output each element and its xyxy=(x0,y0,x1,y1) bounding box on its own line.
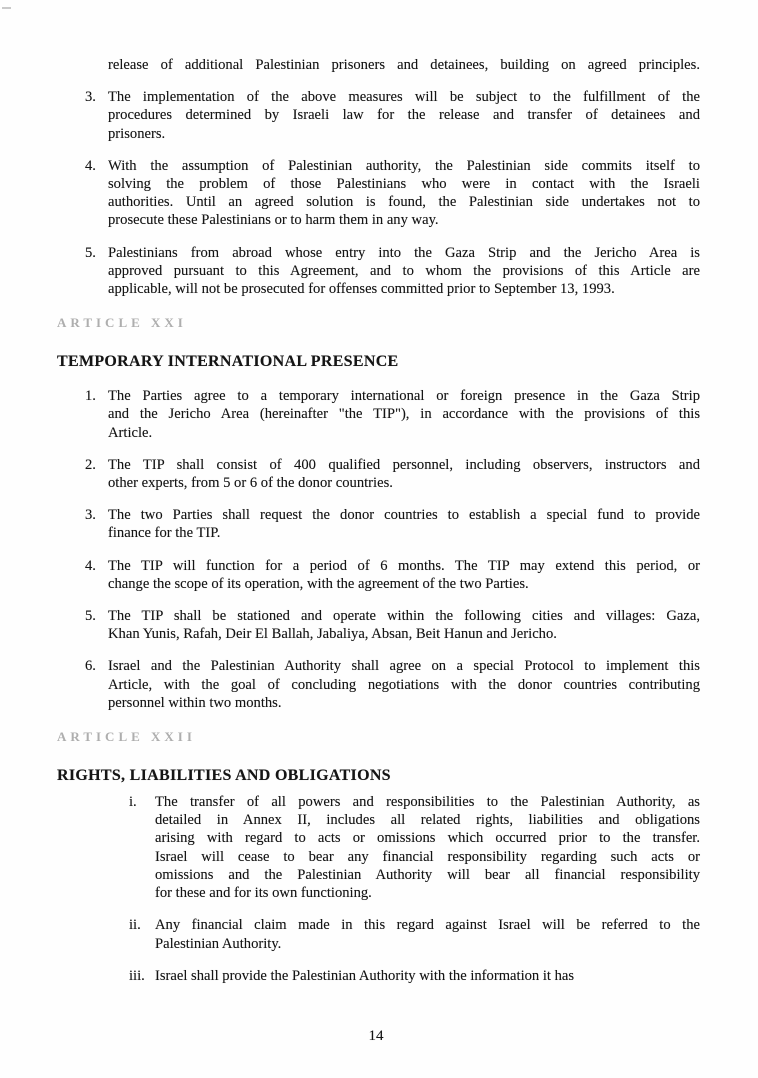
list-item-5 xyxy=(57,244,700,299)
text-lines xyxy=(108,56,700,74)
list-marker: 3. xyxy=(85,89,96,106)
text-line: personnel within two months. xyxy=(108,694,282,711)
text-line: The transfer of all powers and responsibilities to the Palestinian Authority, as xyxy=(155,794,700,811)
text-line: Article. xyxy=(108,424,153,441)
list-item-4 xyxy=(57,157,700,230)
text-line: procedures determined by Israeli law for the release and transfer of detainees and xyxy=(108,107,700,124)
heading-temporary-international-presence: TEMPORARY INTERNATIONAL PRESENCE xyxy=(57,353,399,371)
text-line: Khan Yunis, Rafah, Deir El Ballah, Jabaliya, Absan, Beit Hanun and Jericho. xyxy=(108,626,557,643)
text-line: arising with regard to acts or omissions which occurred prior to the transfer. xyxy=(155,830,700,847)
text-line: solving the problem of those Palestinians who were in contact with the Israeli xyxy=(108,176,700,193)
heading-rights-liabilities-and-obligations: RIGHTS, LIABILITIES AND OBLIGATIONS xyxy=(57,767,391,785)
list-item-ii xyxy=(57,916,700,952)
text-lines xyxy=(108,607,700,643)
list-item-3 xyxy=(57,88,700,143)
text-line: The two Parties shall request the donor countries to establish a special fund to provide xyxy=(108,507,700,524)
text-line: omissions and the Palestinian Authority will bear all financial responsibility xyxy=(155,866,700,883)
text-line: release of additional Palestinian prisoners and detainees, building on agreed principles. xyxy=(108,57,700,73)
text-line: other experts, from 5 or 6 of the donor countries. xyxy=(108,475,393,492)
text-line: The TIP shall consist of 400 qualified personnel, including observers, instructors and xyxy=(108,456,700,473)
text-line: detailed in Annex II, includes all related rights, liabilities and obligations xyxy=(155,812,700,829)
list-item-tip-2 xyxy=(57,456,700,492)
text-lines xyxy=(108,506,700,542)
list-marker: 4. xyxy=(85,157,96,174)
paragraph-continuation xyxy=(57,56,700,74)
text-line: applicable, will not be prosecuted for offenses committed prior to September 13, 1993. xyxy=(108,281,615,298)
list-marker: 5. xyxy=(85,608,96,625)
list-item-tip-5 xyxy=(57,607,700,643)
list-marker: ii. xyxy=(129,917,141,934)
text-lines xyxy=(108,157,700,230)
list-marker: iii. xyxy=(129,967,145,984)
text-lines xyxy=(108,456,700,492)
text-lines xyxy=(155,793,700,902)
list-item-i xyxy=(57,793,700,902)
list-marker: 4. xyxy=(85,557,96,574)
article-label-xxi: ARTICLE XXI xyxy=(57,315,187,331)
text-line: The implementation of the above measures will be subject to the fulfillment of the xyxy=(108,89,700,106)
text-line: The Parties agree to a temporary international or foreign presence in the Gaza Strip xyxy=(108,388,700,405)
text-line: prisoners. xyxy=(108,125,166,142)
text-lines xyxy=(155,916,700,952)
text-line: Israel will cease to bear any financial responsibility regarding such acts or xyxy=(155,848,700,865)
list-item-iii xyxy=(57,967,700,985)
text-lines xyxy=(108,657,700,712)
list-item-tip-1 xyxy=(57,387,700,442)
text-lines xyxy=(108,387,700,442)
list-marker: 3. xyxy=(85,507,96,524)
text-line: With the assumption of Palestinian authority, the Palestinian side commits itself to xyxy=(108,157,700,174)
list-marker: 2. xyxy=(85,456,96,473)
page-number: 14 xyxy=(368,1028,384,1044)
text-line: authorities. Until an agreed solution is found, the Palestinian side undertakes not to xyxy=(108,194,700,211)
text-line: approved pursuant to this Agreement, and to whom the provisions of this Article are xyxy=(108,262,700,279)
list-item-tip-3 xyxy=(57,506,700,542)
text-line: Palestinians from abroad whose entry into the Gaza Strip and the Jericho Area is xyxy=(108,244,700,261)
text-lines xyxy=(108,88,700,143)
text-line: and the Jericho Area (hereinafter "the TIP"), in accordance with the provisions of this xyxy=(108,406,700,423)
text-line: finance for the TIP. xyxy=(108,525,221,542)
text-line: prosecute these Palestinians or to harm them in any way. xyxy=(108,212,439,229)
list-marker: 5. xyxy=(85,244,96,261)
text-lines xyxy=(155,967,700,985)
list-marker: 1. xyxy=(85,388,96,405)
list-marker: 6. xyxy=(85,658,96,675)
text-line: The TIP shall be stationed and operate within the following cities and villages: Gaza, xyxy=(108,608,700,625)
text-line: Palestinian Authority. xyxy=(155,935,282,952)
text-line: change the scope of its operation, with the agreement of the two Parties. xyxy=(108,575,529,592)
text-line: for these and for its own functioning. xyxy=(155,885,372,902)
text-line: Any financial claim made in this regard against Israel will be referred to the xyxy=(155,917,700,934)
list-item-tip-4 xyxy=(57,557,700,593)
list-marker: i. xyxy=(129,794,137,811)
text-lines xyxy=(108,244,700,299)
list-item-tip-6 xyxy=(57,657,700,712)
text-line: The TIP will function for a period of 6 months. The TIP may extend this period, or xyxy=(108,557,700,574)
text-lines xyxy=(108,557,700,593)
article-label-xxii: ARTICLE XXII xyxy=(57,729,196,745)
text-line: Israel and the Palestinian Authority shall agree on a special Protocol to implement this xyxy=(108,658,700,675)
text-line: Israel shall provide the Palestinian Authority with the information it has xyxy=(155,967,575,984)
text-line: Article, with the goal of concluding negotiations with the donor countries contributing xyxy=(108,676,700,693)
